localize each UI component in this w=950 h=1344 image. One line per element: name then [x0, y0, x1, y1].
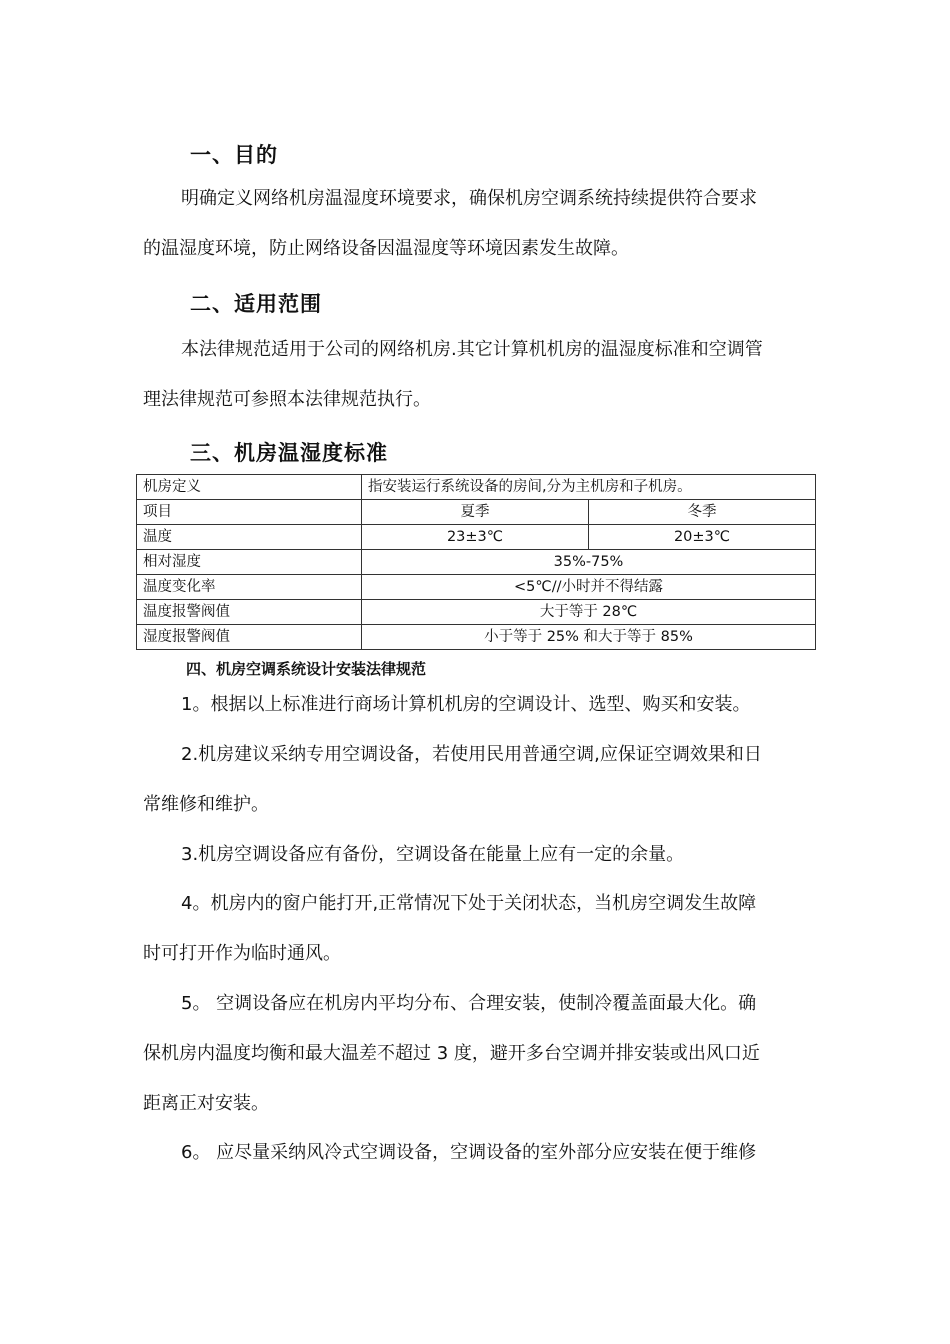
table-cell-value: 大于等于 28℃ [362, 600, 816, 625]
table-row [137, 625, 816, 650]
table-row [137, 600, 816, 625]
table-row [137, 550, 816, 575]
table-cell-label: 相对湿度 [137, 550, 362, 575]
list-item: 3.机房空调设备应有备份，空调设备在能量上应有一定的余量。 [181, 844, 685, 865]
section-title-purpose: 一、目的 [190, 143, 278, 167]
table-row [137, 475, 816, 500]
table-cell-winter-value: 20±3℃ [589, 525, 816, 550]
table-cell-label: 机房定义 [137, 475, 362, 500]
paragraph-line: 明确定义网络机房温湿度环境要求，确保机房空调系统持续提供符合要求 [181, 188, 757, 209]
table-cell-label: 温度变化率 [137, 575, 362, 600]
standards-table [136, 474, 816, 650]
section-title-ac-design: 四、机房空调系统设计安装法律规范 [186, 660, 427, 678]
table-cell-label: 项目 [137, 500, 362, 525]
list-item-continuation: 保机房内温度均衡和最大温差不超过 3 度，避开多台空调并排安装或出风口近 [143, 1043, 760, 1064]
list-item-continuation: 常维修和维护。 [143, 794, 269, 815]
section-title-scope: 二、适用范围 [190, 292, 322, 316]
table-cell-label: 温度 [137, 525, 362, 550]
table-cell-label: 温度报警阀值 [137, 600, 362, 625]
list-item: 5。 空调设备应在机房内平均分布、合理安装，使制冷覆盖面最大化。确 [181, 993, 757, 1014]
list-item: 6。 应尽量采纳风冷式空调设备，空调设备的室外部分应安装在便于维修 [181, 1142, 757, 1163]
paragraph-line: 的温湿度环境，防止网络设备因温湿度等环境因素发生故障。 [143, 238, 629, 259]
paragraph-line: 本法律规范适用于公司的网络机房.其它计算机机房的温湿度标准和空调管 [181, 339, 763, 360]
list-item: 2.机房建议采纳专用空调设备，若使用民用普通空调,应保证空调效果和日 [181, 744, 762, 765]
list-item: 1。根据以上标准进行商场计算机机房的空调设计、选型、购买和安装。 [181, 694, 751, 715]
table-cell-value: 指安装运行系统设备的房间,分为主机房和子机房。 [362, 475, 816, 500]
table-cell-value: <5℃//小时并不得结露 [362, 575, 816, 600]
table-cell-summer-value: 23±3℃ [362, 525, 589, 550]
paragraph-line: 理法律规范可参照本法律规范执行。 [143, 389, 431, 410]
table-cell-winter-header: 冬季 [589, 500, 816, 525]
table-cell-label: 湿度报警阀值 [137, 625, 362, 650]
list-item-continuation: 时可打开作为临时通风。 [143, 943, 341, 964]
table-row [137, 525, 816, 550]
table-cell-value: 小于等于 25% 和大于等于 85% [362, 625, 816, 650]
table-cell-summer-header: 夏季 [362, 500, 589, 525]
table-row [137, 500, 816, 525]
section-title-standards: 三、机房温湿度标准 [190, 441, 388, 465]
list-item-continuation: 距离正对安装。 [143, 1093, 269, 1114]
list-item: 4。机房内的窗户能打开,正常情况下处于关闭状态，当机房空调发生故障 [181, 893, 757, 914]
table-cell-value: 35%-75% [362, 550, 816, 575]
table-row [137, 575, 816, 600]
